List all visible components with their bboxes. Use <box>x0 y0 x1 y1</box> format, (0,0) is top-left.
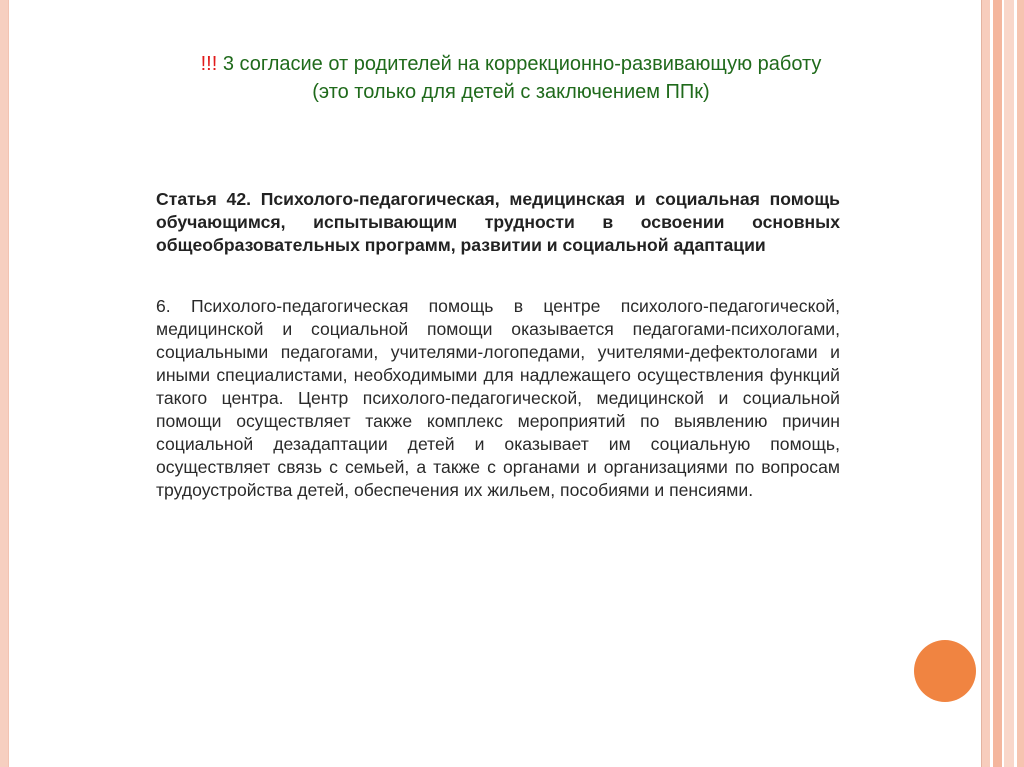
decorative-stripe <box>982 0 990 767</box>
slide-title <box>100 50 922 106</box>
title-line-2: (это только для детей с заключением ППк) <box>312 81 710 103</box>
decorative-stripe <box>1017 0 1024 767</box>
law-excerpt <box>156 188 840 502</box>
article-heading: Статья 42. Психолого-педагогическая, медицинская и социальная помощь обучающимся, испытывающим трудности в освоении основных общеобразовательных программ, развитии и социальной адаптации <box>156 189 840 255</box>
title-line-1 <box>100 50 922 78</box>
left-border-strip <box>0 0 8 767</box>
decorative-stripe <box>993 0 1002 767</box>
title-line-1-text: 3 согласие от родителей на коррекционно-развивающую работу <box>217 53 822 75</box>
decorative-circle <box>914 640 976 702</box>
decorative-stripe <box>1004 0 1014 767</box>
title-exclamation: !!! <box>200 53 218 75</box>
article-paragraph: 6. Психолого-педагогическая помощь в центре психолого-педагогической, медицинской и социальной помощи оказывается педагогами-психологами, социальными педагогами, учителями-логопедами, учителями-дефектологами и иными специалистами, необходимыми для надлежащего осуществления функций такого центра. Центр психолого-педагогической, медицинской и социальной помощи осуществляет также комплекс мероприятий по выявлению причин социальной дезадаптации детей и оказывает им социальную помощь, осуществляет связь с семьей, а также с органами и организациями по вопросам трудоустройства детей, обеспечения их жильем, пособиями и пенсиями. <box>156 296 840 500</box>
